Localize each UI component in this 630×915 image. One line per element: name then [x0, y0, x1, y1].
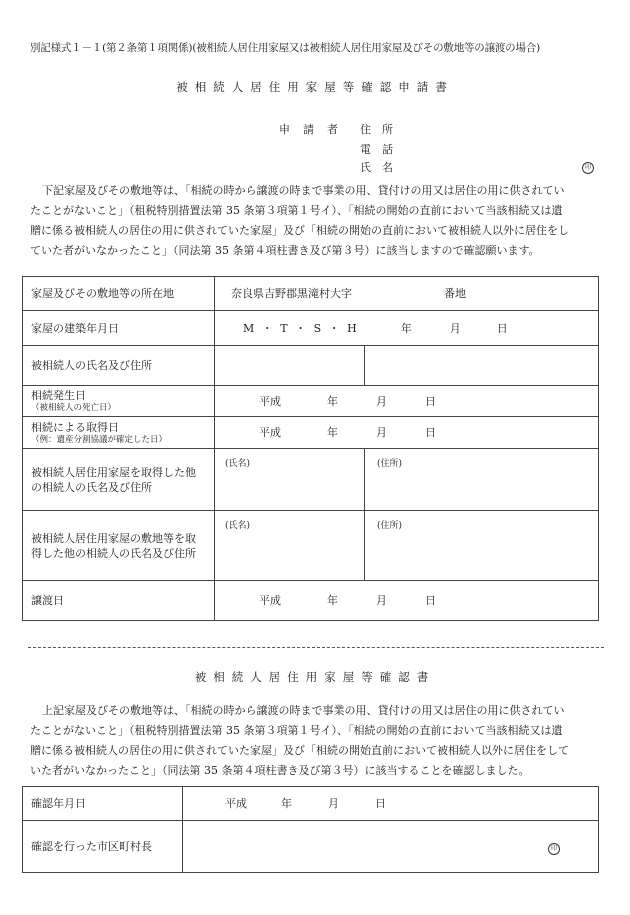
month-unit: 月 [376, 594, 387, 607]
month-unit: 月 [376, 394, 387, 408]
other-heirs-land-label: 得した他の相続人の氏名及び住所 [31, 546, 196, 560]
address-hint: (住所) [377, 521, 403, 531]
table-row [23, 386, 599, 417]
table-row [23, 417, 599, 449]
application-table [22, 276, 599, 621]
confirmation-table [22, 786, 599, 873]
inherit-date-field[interactable] [215, 386, 599, 417]
location-label: 家屋及びその敷地等の所在地 [23, 277, 215, 311]
table-row [23, 581, 599, 621]
other-heirs-house-address-field[interactable] [365, 449, 599, 511]
transfer-date-field[interactable] [215, 581, 599, 621]
application-body-line: たことがないこと」（租税特別措置法第 35 条第３項第１号イ）、「相続の開始の直前において当該相続又は遺 [30, 204, 563, 217]
table-row [23, 449, 599, 511]
year-unit: 年 [281, 797, 292, 810]
application-body-line: 下記家屋及びその敷地等は、「相続の時から譲渡の時まで事業の用、貸付けの用又は居住の用に供されてい [42, 184, 565, 197]
phone-label: 電 話 [360, 143, 393, 156]
built-date-field[interactable] [215, 311, 599, 346]
other-heirs-house-cell [23, 449, 215, 511]
era-options: M ・ T ・ S ・ H [243, 321, 357, 335]
table-row [23, 787, 599, 821]
day-unit: 日 [425, 394, 436, 408]
era-heisei: 平成 [259, 426, 281, 439]
day-unit: 日 [425, 594, 436, 607]
other-heirs-house-label: の相続人の氏名及び住所 [31, 480, 152, 494]
other-heirs-house-label: 被相続人居住用家屋を取得した他 [31, 465, 196, 479]
table-row [23, 821, 599, 873]
era-heisei: 平成 [225, 797, 247, 810]
mayor-field[interactable] [183, 821, 599, 873]
other-heirs-land-address-field[interactable] [365, 511, 599, 581]
application-title: 被相続人居住用家屋等確認申請書 [176, 80, 454, 94]
built-date-label: 家屋の建築年月日 [23, 311, 215, 346]
address-hint: (住所) [377, 459, 403, 469]
table-row [23, 277, 599, 311]
deceased-name-field[interactable] [215, 346, 365, 386]
inherit-date-label: 相続発生日 [31, 389, 86, 402]
form-header: 別記様式１－１(第２条第１項関係)(被相続人居住用家屋又は被相続人居住用家屋及びその敷地等の譲渡の場合) [30, 42, 540, 54]
confirmation-body-line: たことがないこと」（租税特別措置法第 35 条第３項第１号イ）、「相続の開始の直前において当該相続又は遺 [30, 724, 563, 737]
confirmation-body [30, 701, 605, 781]
location-value: 奈良県吉野郡黒滝村大字 [231, 287, 352, 300]
applicant-seal [582, 159, 594, 174]
month-unit: 月 [376, 426, 387, 439]
name-label: 氏 名 [360, 161, 393, 174]
confirmation-body-line: いた者がいなかったこと」（同法第 35 条第４項柱書き及び第３号）に該当することを確認しました。 [30, 764, 530, 777]
inherit-date-note: （被相続人の死亡日） [31, 403, 117, 413]
confirmation-body-line: 贈に係る被相続人の居住の用に供されていた家屋」及び「相続の開始直前において被相続人以外に居住をして [30, 744, 569, 757]
other-heirs-house-name-field[interactable] [215, 449, 365, 511]
month-unit: 月 [449, 321, 461, 335]
table-row [23, 346, 599, 386]
confirmation-title: 被相続人居住用家屋等確認書 [194, 670, 436, 684]
location-field[interactable] [215, 277, 599, 311]
era-heisei: 平成 [259, 394, 281, 408]
year-unit: 年 [327, 426, 338, 439]
deceased-address-field[interactable] [365, 346, 599, 386]
day-unit: 日 [375, 797, 386, 810]
mayor-seal: 印 [548, 843, 560, 855]
deceased-label: 被相続人の氏名及び住所 [23, 346, 215, 386]
application-body-line: 贈に係る被相続人の居住の用に供されていた家屋」及び「相続の開始の直前において被相続人以外に居住をし [30, 224, 569, 237]
confirm-date-field[interactable] [183, 787, 599, 821]
mayor-label: 確認を行った市区町村長 [23, 821, 183, 873]
other-heirs-land-cell [23, 511, 215, 581]
application-body-line: ていた者がいなかったこと」（同法第 35 条第４項柱書き及び第３号）に該当しますので確認願います。 [30, 244, 540, 257]
acquire-date-field[interactable] [215, 417, 599, 449]
name-hint: (氏名) [225, 521, 251, 531]
address-label: 住 所 [360, 123, 393, 136]
application-body [30, 181, 605, 261]
acquire-date-note: （例：遺産分割協議が確定した日） [31, 434, 168, 445]
day-unit: 日 [425, 426, 436, 439]
acquire-date-cell [23, 417, 215, 449]
other-heirs-land-label: 被相続人居住用家屋の敷地等を取 [31, 531, 196, 545]
confirm-date-label: 確認年月日 [23, 787, 183, 821]
seal-mark: 印 [582, 162, 594, 174]
table-row [23, 311, 599, 346]
month-unit: 月 [328, 797, 339, 810]
name-hint: (氏名) [225, 459, 251, 469]
inherit-date-cell [23, 386, 215, 417]
year-unit: 年 [327, 594, 338, 607]
era-heisei: 平成 [259, 594, 281, 607]
applicant-label: 申 請 者 [279, 123, 339, 136]
confirmation-body-line: 上記家屋及びその敷地等は、「相続の時から譲渡の時まで事業の用、貸付けの用又は居住の用に供されてい [42, 704, 565, 717]
year-unit: 年 [327, 394, 338, 408]
transfer-date-label: 譲渡日 [23, 581, 215, 621]
table-row [23, 511, 599, 581]
year-unit: 年 [400, 321, 412, 335]
cut-line [28, 647, 604, 648]
acquire-date-label: 相続による取得日 [31, 420, 119, 434]
banchi-label: 番地 [444, 287, 466, 300]
other-heirs-land-name-field[interactable] [215, 511, 365, 581]
day-unit: 日 [496, 321, 508, 335]
